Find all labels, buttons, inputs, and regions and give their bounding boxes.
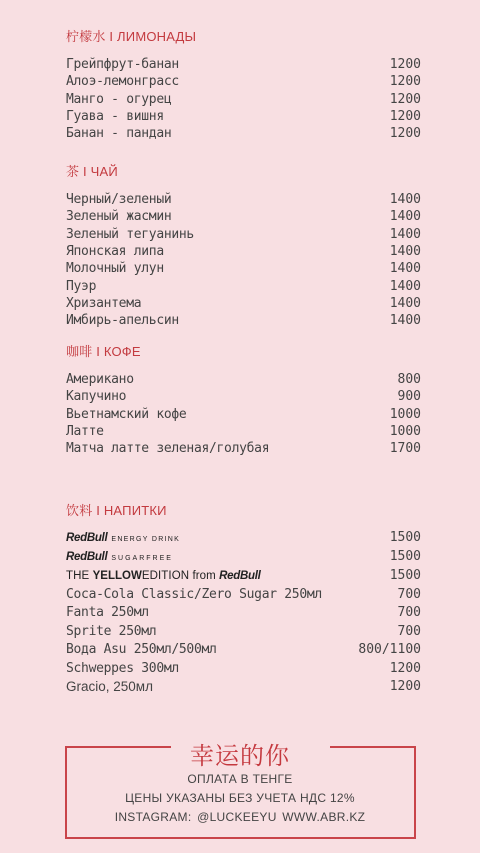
item-name: Gracio, 250мл xyxy=(66,679,153,695)
item-name: Schweppes 300мл xyxy=(66,660,179,676)
menu-list-lemonades xyxy=(66,56,421,142)
redbull-logo: RedBull xyxy=(219,569,261,582)
menu-item xyxy=(66,312,421,329)
menu-list-coffee xyxy=(66,371,421,457)
item-name: Гуава - вишня xyxy=(66,109,164,125)
menu-list-tea xyxy=(66,191,421,329)
item-price: 1400 xyxy=(389,313,421,329)
item-name: Имбирь-апельсин xyxy=(66,313,179,329)
footer-payment-note: ОПЛАТА В ТЕНГЕ xyxy=(187,772,293,786)
item-price: 1700 xyxy=(389,441,421,457)
redbull-sub: SUGARFREE xyxy=(111,554,173,562)
menu-item xyxy=(66,56,421,73)
section-tea xyxy=(66,164,421,329)
section-title-ru: I ЧАЙ xyxy=(83,164,118,179)
redbull-sub: ENERGY DRINK xyxy=(111,535,181,543)
item-name: Coca-Cola Classic/Zero Sugar 250мл xyxy=(66,586,322,602)
menu-item-yellow-edition xyxy=(66,566,421,585)
redbull-logo: RedBull xyxy=(66,550,108,563)
item-name: Японская липа xyxy=(66,244,164,260)
menu-item xyxy=(66,371,421,388)
item-price: 700 xyxy=(397,623,421,639)
section-coffee xyxy=(66,344,421,457)
menu-item xyxy=(66,388,421,405)
item-name: Черный/зеленый xyxy=(66,192,172,208)
section-title-tea xyxy=(66,164,421,180)
item-name: Латте xyxy=(66,424,104,440)
item-price: 700 xyxy=(397,605,421,621)
menu-item-gracio xyxy=(66,678,421,697)
menu-item-redbull-energy xyxy=(66,528,421,547)
section-title-ru: I ЛИМОНАДЫ xyxy=(109,29,197,44)
item-price: 1400 xyxy=(389,192,421,208)
item-price: 1000 xyxy=(389,424,421,440)
section-title-coffee xyxy=(66,344,421,360)
item-name: Sprite 250мл xyxy=(66,623,157,639)
footer-chinese-title: 幸运的你 xyxy=(190,742,290,770)
menu-item xyxy=(66,440,421,457)
item-price: 1200 xyxy=(389,109,421,125)
redbull-energy-label xyxy=(66,532,180,544)
item-name: Американо xyxy=(66,372,134,388)
redbull-logo: RedBull xyxy=(66,531,108,544)
section-title-ru: I КОФЕ xyxy=(96,344,141,359)
yellow-bold: YELLOW xyxy=(92,569,142,582)
menu-item xyxy=(66,91,421,108)
menu-item xyxy=(66,260,421,277)
menu-item xyxy=(66,277,421,294)
item-price: 800/1100 xyxy=(358,642,421,658)
item-name: Грейпфрут-банан xyxy=(66,57,179,73)
menu-item xyxy=(66,604,421,623)
redbull-sugarfree-label xyxy=(66,551,173,563)
menu-item xyxy=(66,208,421,225)
menu-item xyxy=(66,585,421,604)
section-title-lemonades xyxy=(66,29,421,45)
menu-item xyxy=(66,243,421,260)
item-price: 700 xyxy=(397,586,421,602)
item-price: 1200 xyxy=(389,91,421,107)
item-price: 1400 xyxy=(389,278,421,294)
menu-item xyxy=(66,641,421,660)
footer-contacts: INSTAGRAM: @LUCKEEYU WWW.ABR.KZ xyxy=(114,810,366,824)
section-title-ru: I НАПИТКИ xyxy=(96,503,167,518)
section-title-cn: 咖啡 xyxy=(66,345,93,360)
yellow-post: EDITION from xyxy=(141,569,216,582)
item-name: Вода Asu 250мл/500мл xyxy=(66,642,217,658)
item-price: 900 xyxy=(397,389,421,405)
item-price: 1500 xyxy=(389,549,421,564)
item-price: 1400 xyxy=(389,226,421,242)
item-price: 1200 xyxy=(389,74,421,90)
section-title-cn: 柠檬水 xyxy=(66,30,106,45)
item-price: 1400 xyxy=(389,295,421,311)
item-price: 1200 xyxy=(389,57,421,73)
menu-item xyxy=(66,191,421,208)
menu-item xyxy=(66,108,421,125)
section-lemonades xyxy=(66,29,421,142)
section-title-drinks xyxy=(66,503,421,519)
item-name: Fanta 250мл xyxy=(66,605,149,621)
footer-border-bottom xyxy=(65,837,416,839)
item-name: Банан - пандан xyxy=(66,126,172,142)
menu-item xyxy=(66,73,421,90)
menu-item-redbull-sugarfree xyxy=(66,547,421,566)
menu-item xyxy=(66,622,421,641)
item-price: 1400 xyxy=(389,209,421,225)
item-price: 1400 xyxy=(389,244,421,260)
item-price: 1000 xyxy=(389,406,421,422)
item-name: Вьетнамский кофе xyxy=(66,406,187,422)
item-name: Матча латте зеленая/голубая xyxy=(66,441,270,457)
item-price: 1500 xyxy=(389,568,421,583)
section-title-cn: 饮料 xyxy=(66,504,93,519)
menu-item xyxy=(66,295,421,312)
item-name: Пуэр xyxy=(66,278,97,294)
menu-item xyxy=(66,659,421,678)
section-title-cn: 茶 xyxy=(66,165,80,180)
menu-item xyxy=(66,226,421,243)
item-name: Манго - огурец xyxy=(66,91,172,107)
item-name: Капучино xyxy=(66,389,127,405)
menu-list-drinks xyxy=(66,528,421,696)
item-name: Алоэ-лемонграсс xyxy=(66,74,179,90)
item-name: Молочный улун xyxy=(66,261,164,277)
item-name: Хризантема xyxy=(66,295,142,311)
menu-item xyxy=(66,125,421,142)
item-price: 1200 xyxy=(389,660,421,676)
menu-item xyxy=(66,406,421,423)
section-drinks xyxy=(66,503,421,695)
footer-vat-note: ЦЕНЫ УКАЗАНЫ БЕЗ УЧЕТА НДС 12% xyxy=(125,791,355,805)
item-price: 800 xyxy=(397,372,421,388)
yellow-edition-label xyxy=(66,570,261,582)
menu-item xyxy=(66,423,421,440)
item-price: 1400 xyxy=(389,261,421,277)
item-name: Зеленый тегуанинь xyxy=(66,226,194,242)
item-price: 1200 xyxy=(389,679,421,695)
item-price: 1500 xyxy=(389,530,421,545)
yellow-pre: THE xyxy=(66,569,90,582)
item-price: 1200 xyxy=(389,126,421,142)
item-name: Зеленый жасмин xyxy=(66,209,172,225)
